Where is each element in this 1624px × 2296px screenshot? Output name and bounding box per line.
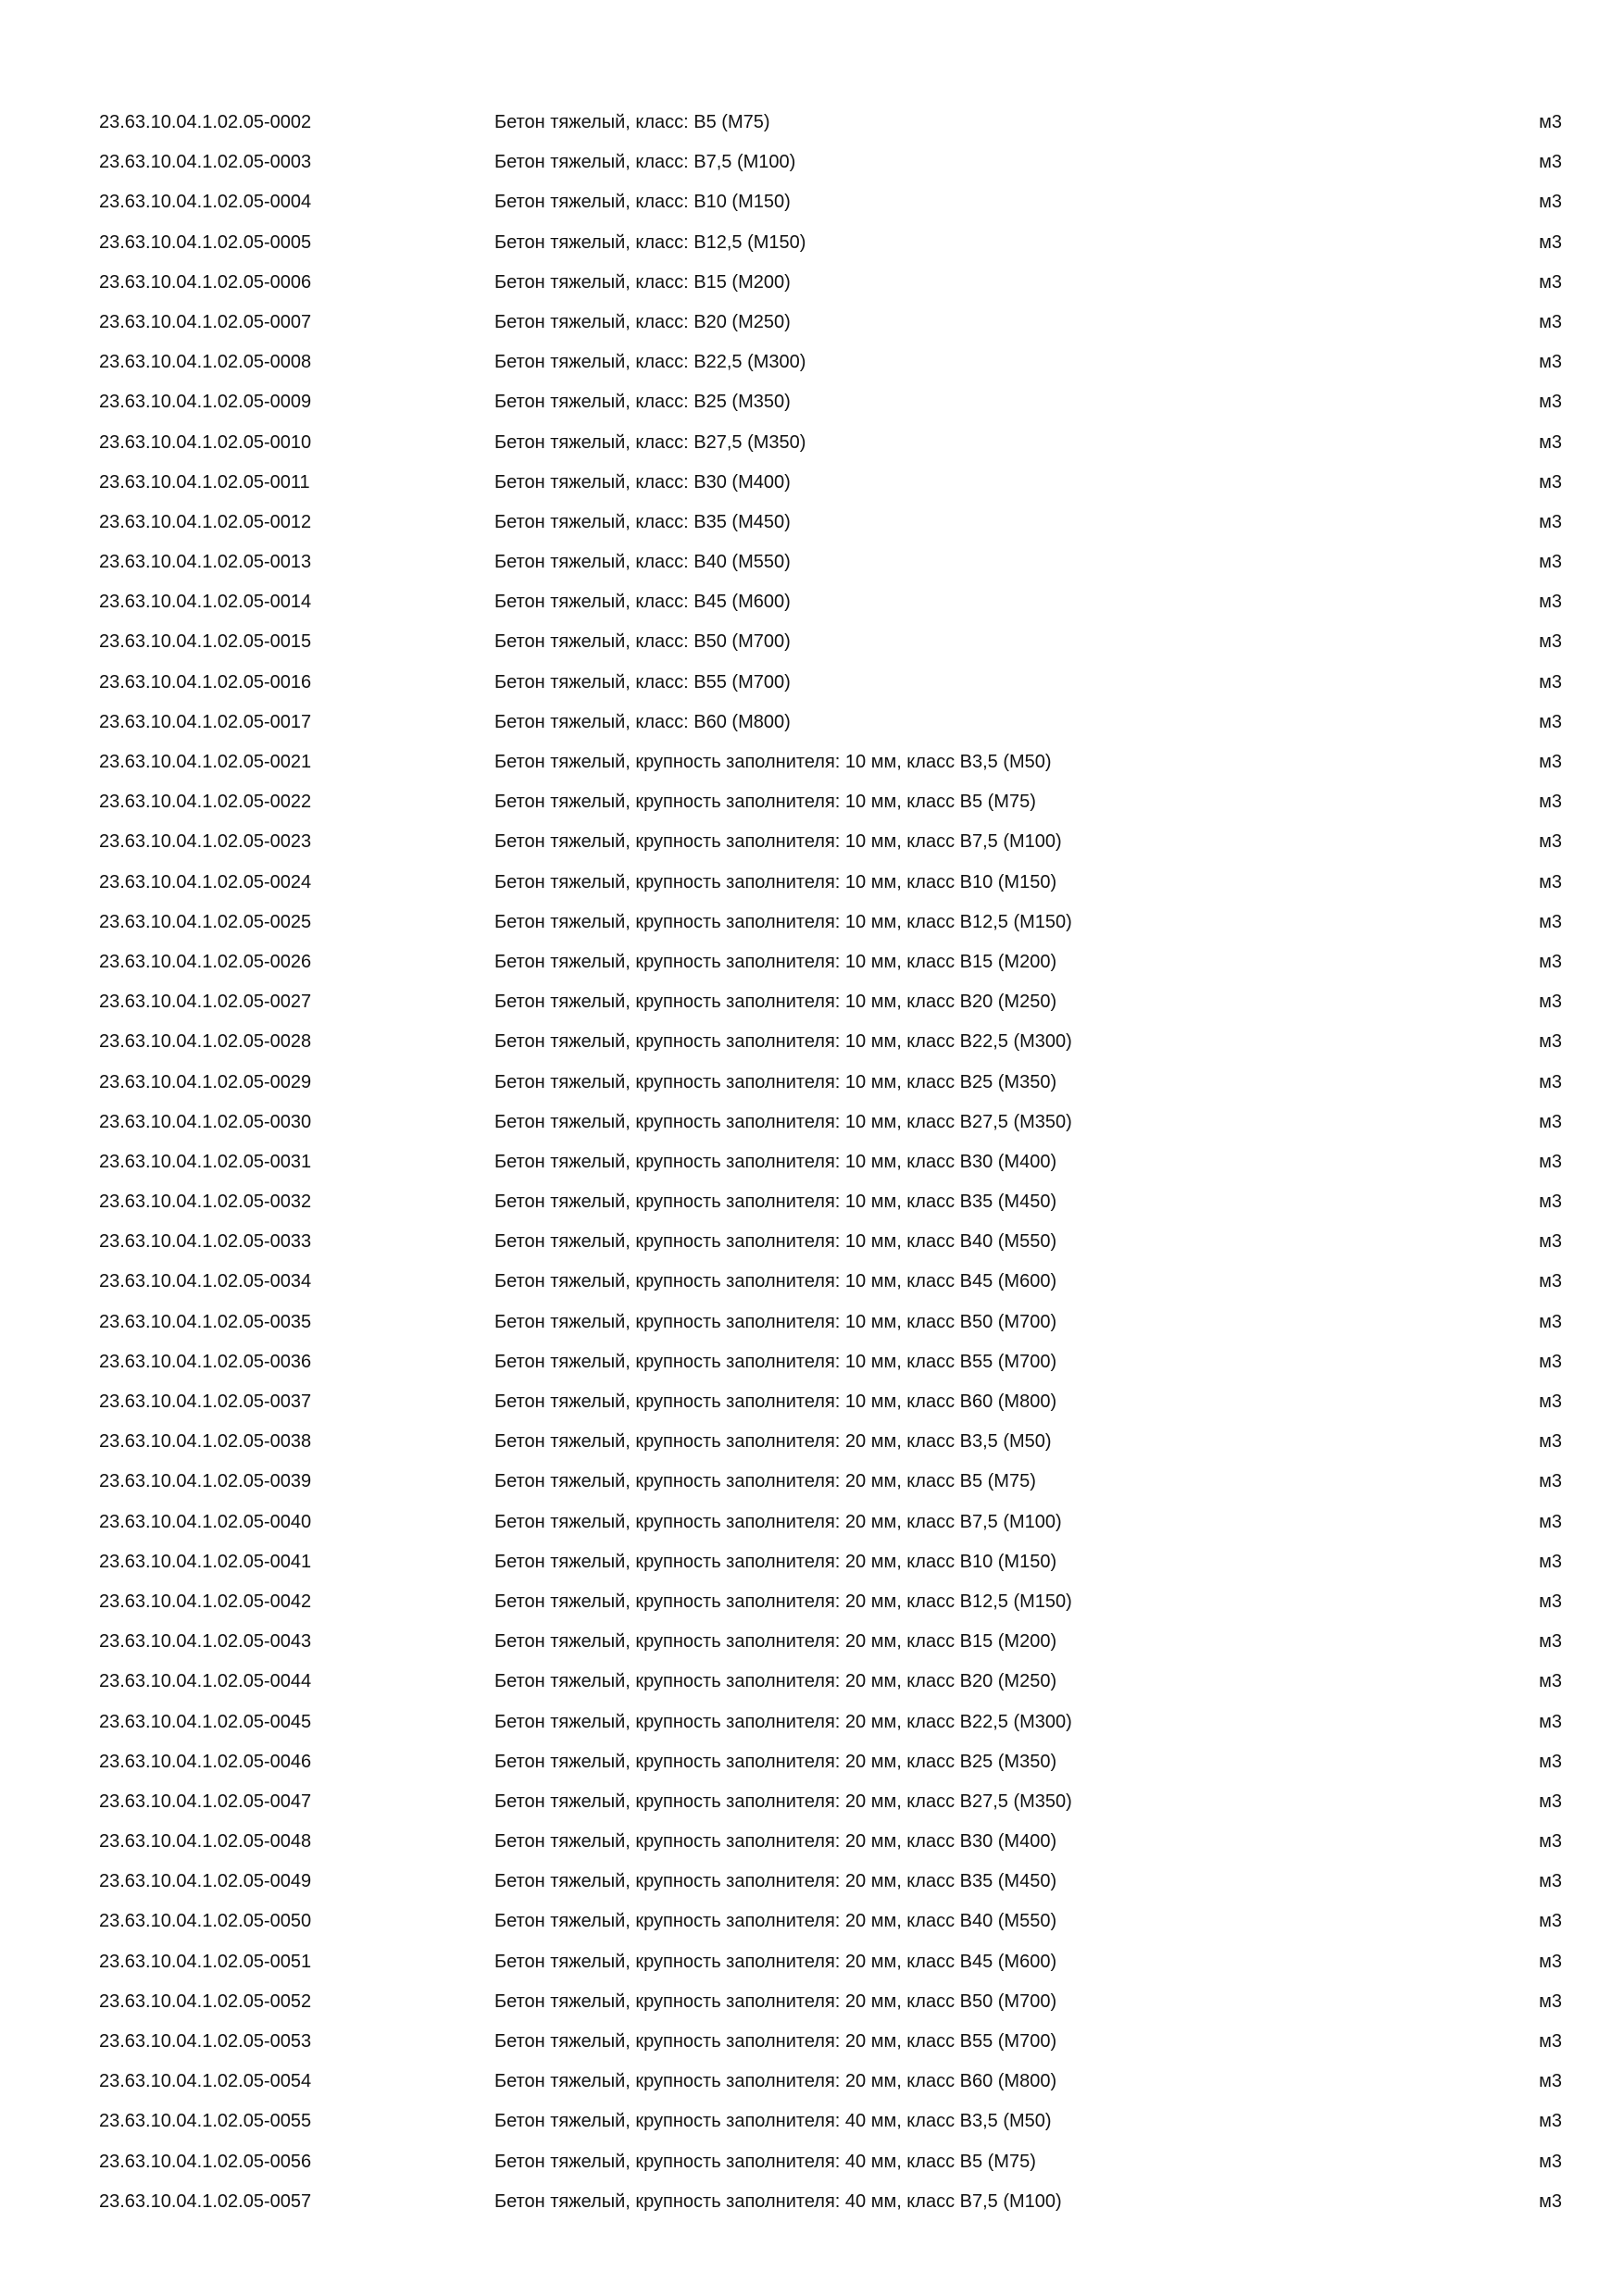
row-code: 23.63.10.04.1.02.05-0053 <box>99 2031 312 2052</box>
row-name: Бетон тяжелый, крупность заполнителя: 10 мм, класс В35 (М450) <box>494 1192 1057 1213</box>
table-row <box>99 1662 1562 1702</box>
row-unit: м3 <box>1539 1951 1562 1972</box>
row-unit: м3 <box>1539 1031 1562 1053</box>
table-row <box>99 1422 1562 1462</box>
table-row <box>99 1182 1562 1222</box>
table-row <box>99 1822 1562 1862</box>
row-name: Бетон тяжелый, крупность заполнителя: 10 мм, класс В20 (М250) <box>494 992 1057 1013</box>
row-name: Бетон тяжелый, крупность заполнителя: 20 мм, класс В40 (М550) <box>494 1911 1057 1932</box>
table-row <box>99 982 1562 1022</box>
row-name: Бетон тяжелый, класс: В15 (М200) <box>494 271 791 293</box>
table-row <box>99 1103 1562 1142</box>
row-code: 23.63.10.04.1.02.05-0040 <box>99 1511 312 1532</box>
row-code: 23.63.10.04.1.02.05-0004 <box>99 192 312 213</box>
row-code: 23.63.10.04.1.02.05-0047 <box>99 1791 312 1812</box>
table-row <box>99 1703 1562 1742</box>
row-name: Бетон тяжелый, крупность заполнителя: 40 мм, класс В3,5 (М50) <box>494 2111 1052 2132</box>
row-code: 23.63.10.04.1.02.05-0025 <box>99 911 312 932</box>
table-row <box>99 1542 1562 1582</box>
row-code: 23.63.10.04.1.02.05-0015 <box>99 631 312 653</box>
row-unit: м3 <box>1539 2031 1562 2052</box>
table-row <box>99 1303 1562 1342</box>
row-name: Бетон тяжелый, крупность заполнителя: 20 мм, класс В12,5 (М150) <box>494 1591 1072 1612</box>
row-unit: м3 <box>1539 1071 1562 1092</box>
table-row <box>99 582 1562 622</box>
row-unit: м3 <box>1539 2190 1562 2212</box>
table-row <box>99 103 1562 143</box>
row-code: 23.63.10.04.1.02.05-0038 <box>99 1431 312 1453</box>
row-name: Бетон тяжелый, крупность заполнителя: 20 мм, класс В50 (М700) <box>494 1990 1057 2012</box>
row-name: Бетон тяжелый, крупность заполнителя: 10 мм, класс В3,5 (М50) <box>494 752 1052 772</box>
row-unit: м3 <box>1539 1111 1562 1132</box>
row-unit: м3 <box>1539 1751 1562 1772</box>
table-row <box>99 942 1562 982</box>
table-row <box>99 1342 1562 1382</box>
table-row <box>99 1462 1562 1502</box>
row-unit: м3 <box>1539 511 1562 532</box>
table-row <box>99 1503 1562 1542</box>
row-name: Бетон тяжелый, крупность заполнителя: 20 мм, класс В5 (М75) <box>494 1471 1036 1492</box>
row-code: 23.63.10.04.1.02.05-0005 <box>99 231 312 253</box>
table-row <box>99 343 1562 382</box>
row-code: 23.63.10.04.1.02.05-0033 <box>99 1231 312 1253</box>
row-code: 23.63.10.04.1.02.05-0048 <box>99 1831 312 1853</box>
row-code: 23.63.10.04.1.02.05-0007 <box>99 311 312 332</box>
row-code: 23.63.10.04.1.02.05-0027 <box>99 992 312 1013</box>
table-row <box>99 2142 1562 2182</box>
row-name: Бетон тяжелый, класс: В30 (М400) <box>494 471 791 493</box>
row-code: 23.63.10.04.1.02.05-0051 <box>99 1951 312 1972</box>
row-name: Бетон тяжелый, крупность заполнителя: 10 мм, класс В15 (М200) <box>494 951 1057 972</box>
row-name: Бетон тяжелый, крупность заполнителя: 40 мм, класс В7,5 (М100) <box>494 2190 1062 2212</box>
table-row <box>99 303 1562 343</box>
row-name: Бетон тяжелый, крупность заполнителя: 10 мм, класс В55 (М700) <box>494 1351 1057 1372</box>
row-unit: м3 <box>1539 1911 1562 1932</box>
row-code: 23.63.10.04.1.02.05-0054 <box>99 2071 312 2092</box>
row-name: Бетон тяжелый, крупность заполнителя: 20 мм, класс В60 (М800) <box>494 2071 1057 2092</box>
table-row <box>99 1982 1562 2022</box>
row-code: 23.63.10.04.1.02.05-0009 <box>99 392 312 413</box>
row-unit: м3 <box>1539 231 1562 253</box>
row-name: Бетон тяжелый, крупность заполнителя: 40 мм, класс В5 (М75) <box>494 2151 1036 2172</box>
row-name: Бетон тяжелый, крупность заполнителя: 20 мм, класс В22,5 (М300) <box>494 1711 1072 1732</box>
table-row <box>99 903 1562 942</box>
table-row <box>99 1622 1562 1662</box>
row-code: 23.63.10.04.1.02.05-0008 <box>99 352 312 373</box>
row-name: Бетон тяжелый, класс: В55 (М700) <box>494 671 791 693</box>
row-code: 23.63.10.04.1.02.05-0017 <box>99 711 312 732</box>
row-unit: м3 <box>1539 1791 1562 1812</box>
row-code: 23.63.10.04.1.02.05-0024 <box>99 871 312 892</box>
table-row <box>99 1782 1562 1822</box>
row-code: 23.63.10.04.1.02.05-0055 <box>99 2111 312 2132</box>
table-row <box>99 503 1562 543</box>
row-unit: м3 <box>1539 1391 1562 1412</box>
row-code: 23.63.10.04.1.02.05-0003 <box>99 152 312 173</box>
row-code: 23.63.10.04.1.02.05-0021 <box>99 752 312 772</box>
row-name: Бетон тяжелый, крупность заполнителя: 20 мм, класс В3,5 (М50) <box>494 1431 1052 1453</box>
row-code: 23.63.10.04.1.02.05-0034 <box>99 1271 312 1292</box>
row-name: Бетон тяжелый, крупность заполнителя: 10 мм, класс В12,5 (М150) <box>494 911 1072 932</box>
row-name: Бетон тяжелый, класс: В5 (М75) <box>494 112 770 132</box>
row-unit: м3 <box>1539 1871 1562 1892</box>
row-name: Бетон тяжелый, крупность заполнителя: 20 мм, класс В25 (М350) <box>494 1751 1057 1772</box>
table-row <box>99 2062 1562 2102</box>
table-row <box>99 182 1562 222</box>
row-unit: м3 <box>1539 352 1562 373</box>
row-unit: м3 <box>1539 831 1562 853</box>
row-name: Бетон тяжелый, крупность заполнителя: 20 мм, класс В10 (М150) <box>494 1551 1057 1572</box>
table-row <box>99 1142 1562 1182</box>
table-row <box>99 1862 1562 1902</box>
row-code: 23.63.10.04.1.02.05-0039 <box>99 1471 312 1492</box>
row-code: 23.63.10.04.1.02.05-0012 <box>99 511 312 532</box>
table-row <box>99 1063 1562 1103</box>
table-row <box>99 2182 1562 2222</box>
row-unit: м3 <box>1539 711 1562 732</box>
row-code: 23.63.10.04.1.02.05-0022 <box>99 792 312 813</box>
row-code: 23.63.10.04.1.02.05-0052 <box>99 1990 312 2012</box>
row-unit: м3 <box>1539 1471 1562 1492</box>
row-unit: м3 <box>1539 871 1562 892</box>
table-row <box>99 2022 1562 2062</box>
row-code: 23.63.10.04.1.02.05-0043 <box>99 1631 312 1653</box>
row-unit: м3 <box>1539 1551 1562 1572</box>
table-row <box>99 463 1562 503</box>
row-code: 23.63.10.04.1.02.05-0026 <box>99 951 312 972</box>
row-code: 23.63.10.04.1.02.05-0029 <box>99 1071 312 1092</box>
row-name: Бетон тяжелый, класс: В60 (М800) <box>494 711 791 732</box>
row-code: 23.63.10.04.1.02.05-0002 <box>99 112 312 132</box>
row-unit: м3 <box>1539 1271 1562 1292</box>
row-unit: м3 <box>1539 1671 1562 1692</box>
row-code: 23.63.10.04.1.02.05-0045 <box>99 1711 312 1732</box>
row-code: 23.63.10.04.1.02.05-0056 <box>99 2151 312 2172</box>
row-unit: м3 <box>1539 1311 1562 1332</box>
row-code: 23.63.10.04.1.02.05-0014 <box>99 592 312 613</box>
row-name: Бетон тяжелый, крупность заполнителя: 20 мм, класс В15 (М200) <box>494 1631 1057 1653</box>
row-unit: м3 <box>1539 2071 1562 2092</box>
row-unit: м3 <box>1539 152 1562 173</box>
table-row <box>99 663 1562 703</box>
row-name: Бетон тяжелый, класс: В45 (М600) <box>494 592 791 613</box>
row-code: 23.63.10.04.1.02.05-0032 <box>99 1192 312 1213</box>
table-row <box>99 223 1562 263</box>
row-unit: м3 <box>1539 311 1562 332</box>
row-name: Бетон тяжелый, крупность заполнителя: 10 мм, класс В25 (М350) <box>494 1071 1057 1092</box>
row-name: Бетон тяжелый, класс: В22,5 (М300) <box>494 352 806 373</box>
row-unit: м3 <box>1539 752 1562 772</box>
table-row <box>99 382 1562 422</box>
row-code: 23.63.10.04.1.02.05-0028 <box>99 1031 312 1053</box>
table-row <box>99 143 1562 182</box>
row-unit: м3 <box>1539 1151 1562 1172</box>
table-row <box>99 863 1562 903</box>
table-row <box>99 1022 1562 1062</box>
table-row <box>99 822 1562 862</box>
table-row <box>99 782 1562 822</box>
row-unit: м3 <box>1539 1231 1562 1253</box>
row-code: 23.63.10.04.1.02.05-0013 <box>99 552 312 573</box>
row-unit: м3 <box>1539 671 1562 693</box>
row-unit: м3 <box>1539 431 1562 453</box>
table-row <box>99 1742 1562 1782</box>
row-name: Бетон тяжелый, крупность заполнителя: 20 мм, класс В30 (М400) <box>494 1831 1057 1853</box>
table-row <box>99 423 1562 463</box>
row-name: Бетон тяжелый, крупность заполнителя: 20 мм, класс В7,5 (М100) <box>494 1511 1062 1532</box>
table-row <box>99 2102 1562 2141</box>
row-unit: м3 <box>1539 792 1562 813</box>
row-code: 23.63.10.04.1.02.05-0006 <box>99 271 312 293</box>
row-code: 23.63.10.04.1.02.05-0036 <box>99 1351 312 1372</box>
row-code: 23.63.10.04.1.02.05-0037 <box>99 1391 312 1412</box>
row-name: Бетон тяжелый, крупность заполнителя: 10 мм, класс В40 (М550) <box>494 1231 1057 1253</box>
row-unit: м3 <box>1539 1511 1562 1532</box>
row-unit: м3 <box>1539 2111 1562 2132</box>
row-code: 23.63.10.04.1.02.05-0016 <box>99 671 312 693</box>
row-code: 23.63.10.04.1.02.05-0011 <box>99 471 310 493</box>
row-unit: м3 <box>1539 271 1562 293</box>
row-unit: м3 <box>1539 1591 1562 1612</box>
row-name: Бетон тяжелый, крупность заполнителя: 20 мм, класс В20 (М250) <box>494 1671 1057 1692</box>
row-name: Бетон тяжелый, крупность заполнителя: 10 мм, класс В50 (М700) <box>494 1311 1057 1332</box>
row-name: Бетон тяжелый, крупность заполнителя: 20 мм, класс В55 (М700) <box>494 2031 1057 2052</box>
table-row <box>99 1222 1562 1262</box>
row-unit: м3 <box>1539 1192 1562 1213</box>
price-list-table <box>99 103 1562 2222</box>
row-unit: м3 <box>1539 192 1562 213</box>
row-unit: м3 <box>1539 1711 1562 1732</box>
table-row <box>99 1942 1562 1982</box>
row-unit: м3 <box>1539 552 1562 573</box>
row-name: Бетон тяжелый, класс: В50 (М700) <box>494 631 791 653</box>
row-name: Бетон тяжелый, крупность заполнителя: 10 мм, класс В30 (М400) <box>494 1151 1057 1172</box>
row-unit: м3 <box>1539 2151 1562 2172</box>
row-code: 23.63.10.04.1.02.05-0046 <box>99 1751 312 1772</box>
table-row <box>99 1382 1562 1422</box>
row-name: Бетон тяжелый, класс: В25 (М350) <box>494 392 791 413</box>
table-row <box>99 1902 1562 1941</box>
row-code: 23.63.10.04.1.02.05-0049 <box>99 1871 312 1892</box>
row-name: Бетон тяжелый, класс: В27,5 (М350) <box>494 431 806 453</box>
row-name: Бетон тяжелый, крупность заполнителя: 20 мм, класс В35 (М450) <box>494 1871 1057 1892</box>
row-unit: м3 <box>1539 911 1562 932</box>
table-row <box>99 1582 1562 1622</box>
row-name: Бетон тяжелый, крупность заполнителя: 20 мм, класс В27,5 (М350) <box>494 1791 1072 1812</box>
row-name: Бетон тяжелый, класс: В12,5 (М150) <box>494 231 806 253</box>
row-unit: м3 <box>1539 471 1562 493</box>
row-name: Бетон тяжелый, крупность заполнителя: 10 мм, класс В10 (М150) <box>494 871 1057 892</box>
row-code: 23.63.10.04.1.02.05-0023 <box>99 831 312 853</box>
table-row <box>99 1262 1562 1302</box>
row-name: Бетон тяжелый, крупность заполнителя: 10 мм, класс В60 (М800) <box>494 1391 1057 1412</box>
row-name: Бетон тяжелый, класс: В40 (М550) <box>494 552 791 573</box>
row-unit: м3 <box>1539 592 1562 613</box>
row-unit: м3 <box>1539 1631 1562 1653</box>
row-code: 23.63.10.04.1.02.05-0030 <box>99 1111 312 1132</box>
table-row <box>99 263 1562 303</box>
row-name: Бетон тяжелый, крупность заполнителя: 10 мм, класс В22,5 (М300) <box>494 1031 1072 1053</box>
row-code: 23.63.10.04.1.02.05-0035 <box>99 1311 312 1332</box>
row-unit: м3 <box>1539 1351 1562 1372</box>
row-unit: м3 <box>1539 992 1562 1013</box>
row-name: Бетон тяжелый, крупность заполнителя: 10 мм, класс В7,5 (М100) <box>494 831 1062 853</box>
row-code: 23.63.10.04.1.02.05-0050 <box>99 1911 312 1932</box>
row-name: Бетон тяжелый, крупность заполнителя: 10 мм, класс В5 (М75) <box>494 792 1036 813</box>
row-code: 23.63.10.04.1.02.05-0042 <box>99 1591 312 1612</box>
row-name: Бетон тяжелый, крупность заполнителя: 10 мм, класс В27,5 (М350) <box>494 1111 1072 1132</box>
row-code: 23.63.10.04.1.02.05-0010 <box>99 431 312 453</box>
row-code: 23.63.10.04.1.02.05-0031 <box>99 1151 312 1172</box>
row-name: Бетон тяжелый, класс: В7,5 (М100) <box>494 152 796 173</box>
row-name: Бетон тяжелый, крупность заполнителя: 10 мм, класс В45 (М600) <box>494 1271 1057 1292</box>
row-name: Бетон тяжелый, класс: В20 (М250) <box>494 311 791 332</box>
row-unit: м3 <box>1539 951 1562 972</box>
table-row <box>99 742 1562 782</box>
row-unit: м3 <box>1539 392 1562 413</box>
row-name: Бетон тяжелый, класс: В35 (М450) <box>494 511 791 532</box>
table-row <box>99 543 1562 582</box>
row-unit: м3 <box>1539 631 1562 653</box>
row-unit: м3 <box>1539 1431 1562 1453</box>
table-row <box>99 622 1562 662</box>
row-name: Бетон тяжелый, класс: В10 (М150) <box>494 192 791 213</box>
row-code: 23.63.10.04.1.02.05-0041 <box>99 1551 312 1572</box>
row-unit: м3 <box>1539 1831 1562 1853</box>
row-unit: м3 <box>1539 112 1562 132</box>
row-unit: м3 <box>1539 1990 1562 2012</box>
table-row <box>99 703 1562 742</box>
row-code: 23.63.10.04.1.02.05-0057 <box>99 2190 312 2212</box>
row-name: Бетон тяжелый, крупность заполнителя: 20 мм, класс В45 (М600) <box>494 1951 1057 1972</box>
row-code: 23.63.10.04.1.02.05-0044 <box>99 1671 312 1692</box>
